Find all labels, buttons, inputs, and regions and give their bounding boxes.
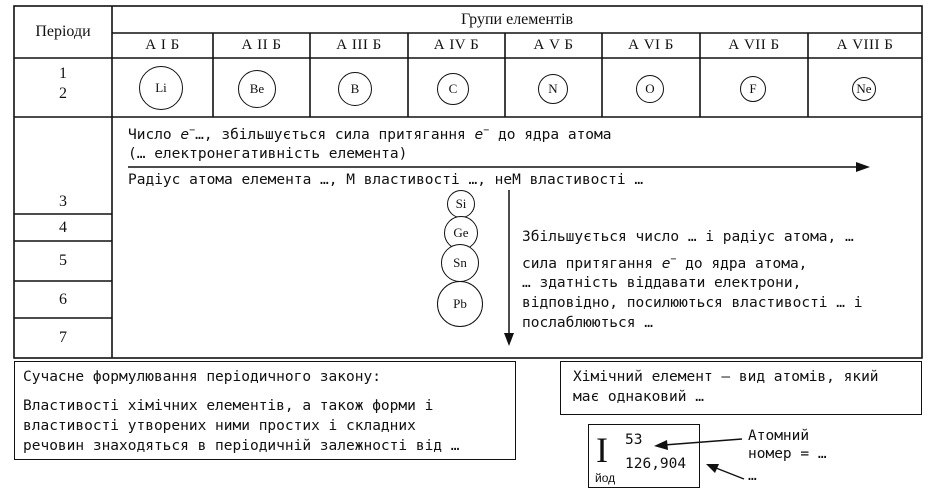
iodine-name: йод [595,471,616,485]
chemical-element-line-1: Хімічний елемент — вид атомів, який [573,369,879,385]
atomic-number-label-2: номер = … [748,446,827,462]
vertical-trend-line-4: відповідно, посилюються властивості … і [522,295,863,311]
element-b-circle: B [338,72,372,106]
element-ne-circle: Ne [852,77,876,101]
horizontal-trend-line-1: Число e−…, збільшується сила притягання e− до ядра атома [128,125,612,143]
periods-header: Періоди [35,23,91,40]
vertical-trend-line-2: сила притягання e− до ядра атома, [522,254,808,272]
group-header-1: А І Б [145,37,180,53]
periodic-law-line-2: властивості утворених ними простих і складних [23,418,416,434]
element-ge-circle: Ge [444,216,478,250]
element-f-circle: F [740,76,766,102]
group-header-7: А VІІ Б [728,37,780,53]
periodic-law-title: Сучасне формулювання періодичного закону: [23,369,381,385]
group-header-5: А V Б [533,37,574,53]
element-be-circle: Be [238,70,276,108]
group-header-6: А VI Б [628,37,674,53]
vertical-trend-line-3: … здатність віддавати електрони, [522,275,802,291]
periodic-law-line-1: Властивості хімічних елементів, а також форми і [23,398,434,414]
iodine-atomic-mass: 126,904 [625,456,687,472]
atomic-number-label-1: Атомний [748,428,810,444]
iodine-symbol: I [596,430,608,470]
group-header-3: А ІІІ Б [336,37,382,53]
group-header-8: А VІІІ Б [836,37,894,53]
horizontal-trend-line-2: (… електронегативність елемента) [128,146,408,162]
element-si-circle: Si [447,190,475,218]
period-6: 6 [59,290,67,308]
element-sn-circle: Sn [441,244,479,282]
period-2: 2 [59,85,67,102]
iodine-atomic-number: 53 [625,432,643,448]
element-c-circle: C [437,73,469,105]
element-o-circle: O [636,75,664,103]
atomic-mass-label: … [748,468,757,484]
period-1: 1 [59,65,67,82]
groups-header: Групи елементів [460,10,574,28]
element-n-circle: N [538,74,568,104]
element-pb-circle: Pb [437,281,483,327]
periodic-law-line-3: речовин знаходяться в періодичній залежності від … [23,438,460,454]
element-li-circle: Li [139,66,183,110]
horizontal-trend-line-3: Радіус атома елемента …, М властивості …, неМ властивості … [128,172,644,188]
chemical-element-line-2: має однаковий … [573,389,704,405]
period-3: 3 [59,193,67,210]
group-header-2: А ІІ Б [241,37,282,53]
vertical-trend-line-1: Збільшується число … і радіус атома, … [522,229,854,245]
group-header-4: А IV Б [433,37,480,53]
vertical-trend-line-5: послаблюються … [522,315,653,331]
period-7: 7 [59,329,67,346]
period-4: 4 [59,218,67,236]
period-5: 5 [59,252,67,269]
